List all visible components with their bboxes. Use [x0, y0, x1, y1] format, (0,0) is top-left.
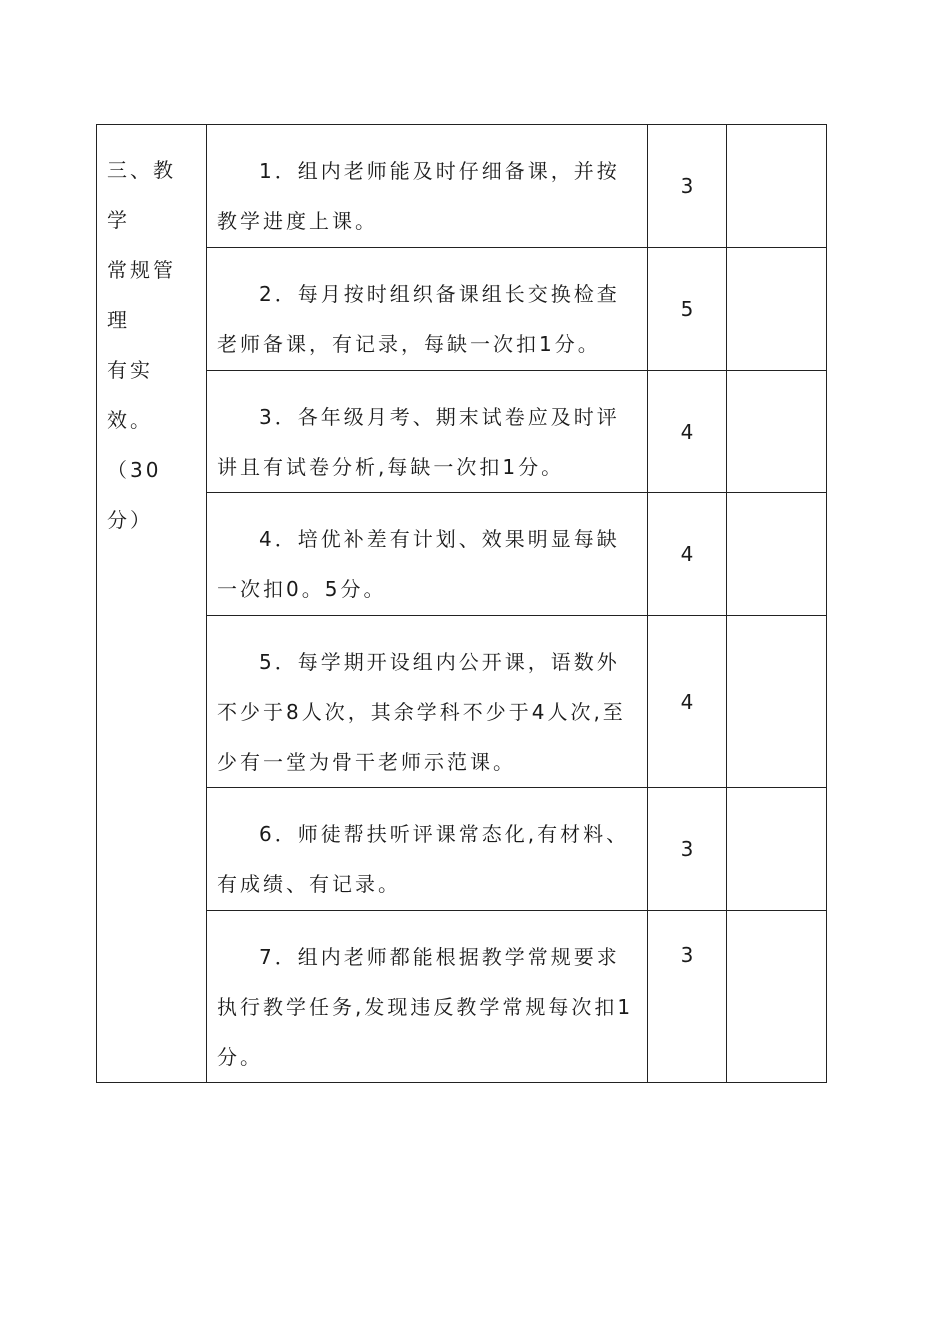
item-content-cell: [207, 493, 648, 616]
table-row: [97, 911, 827, 1083]
item-text: 1．组内老师能及时仔细备课，并按教学进度上课。: [217, 159, 620, 233]
blank-cell: [727, 788, 827, 911]
item-score: 3: [648, 788, 727, 911]
item-text: 6．师徒帮扶听评课常态化,有材料、有成绩、有记录。: [217, 822, 630, 896]
table-row: [97, 616, 827, 788]
blank-cell: [727, 248, 827, 371]
category-cell: [97, 125, 207, 1083]
blank-cell: [727, 911, 827, 1083]
table-row: [97, 493, 827, 616]
blank-cell: [727, 616, 827, 788]
table-row: [97, 371, 827, 493]
blank-cell: [727, 493, 827, 616]
item-score: 4: [648, 493, 727, 616]
evaluation-table: [96, 124, 827, 1083]
item-score: 3: [648, 911, 727, 1083]
item-score: 4: [648, 371, 727, 493]
blank-cell: [727, 371, 827, 493]
category-line: 常规管理: [107, 258, 176, 332]
item-content-cell: [207, 371, 648, 493]
item-score: 4: [648, 616, 727, 788]
item-text: 3．各年级月考、期末试卷应及时评讲且有试卷分析,每缺一次扣1分。: [217, 405, 620, 479]
item-content-cell: [207, 125, 648, 248]
table-row: [97, 125, 827, 248]
item-text: 7．组内老师都能根据教学常规要求执行教学任务,发现违反教学常规每次扣1分。: [217, 945, 634, 1069]
category-line: 三、教学: [107, 158, 176, 232]
table-row: [97, 248, 827, 371]
item-score: 3: [648, 125, 727, 248]
item-content-cell: [207, 616, 648, 788]
category-line: 有实效。: [107, 358, 153, 432]
table-row: [97, 788, 827, 911]
item-text: 4．培优补差有计划、效果明显每缺一次扣0。5分。: [217, 527, 620, 601]
blank-cell: [727, 125, 827, 248]
item-content-cell: [207, 248, 648, 371]
item-content-cell: [207, 788, 648, 911]
item-text: 5．每学期开设组内公开课，语数外不少于8人次，其余学科不少于4人次,至少有一堂为骨干老师示范课。: [217, 650, 626, 774]
item-content-cell: [207, 911, 648, 1083]
item-score: 5: [648, 248, 727, 371]
item-text: 2．每月按时组织备课组长交换检查老师备课，有记录，每缺一次扣1分。: [217, 282, 620, 356]
category-line: （30分）: [107, 458, 162, 532]
